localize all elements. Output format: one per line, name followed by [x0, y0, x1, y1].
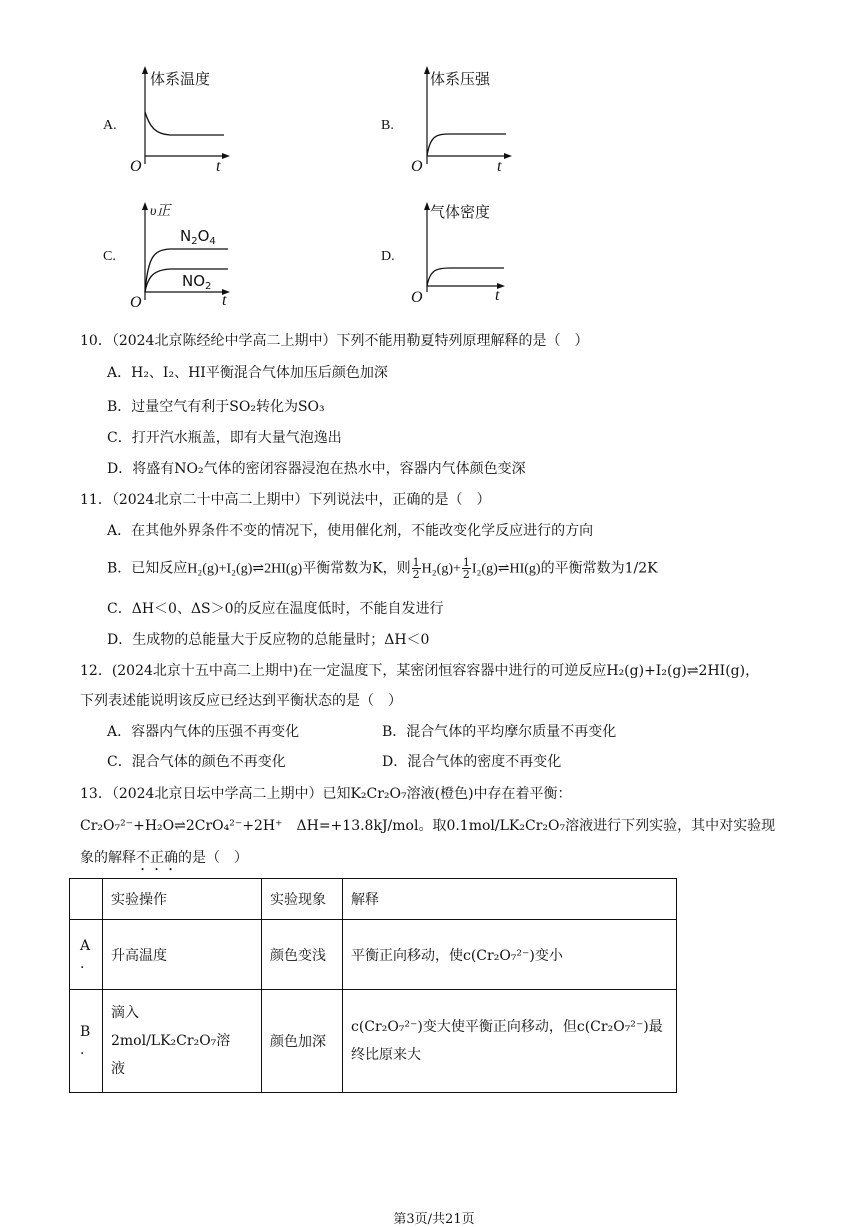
graph-b-letter: B. — [381, 118, 394, 133]
graph-c-origin: O — [130, 294, 142, 311]
table-row-label: A . — [70, 920, 103, 990]
q11-option-a: A．在其他外界条件不变的情况下，使用催化剂，不能改变化学反应进行的方向 — [107, 523, 594, 539]
graph-a-ylabel: 体系温度 — [150, 70, 211, 88]
q12-option-d: D．混合气体的密度不再变化 — [382, 754, 562, 770]
q12-option-c: C．混合气体的颜色不再变化 — [107, 754, 286, 770]
table-cell-phenomenon: 颜色变浅 — [262, 920, 343, 990]
q11-b-mid: 平衡常数为K，则 — [302, 560, 411, 577]
graph-b-ylabel: 体系压强 — [430, 70, 491, 88]
graph-c-curve-label-n2o4: $N_2O_4$ — [180, 227, 216, 247]
q10-option-d: D．将盛有NO₂气体的密闭容器浸泡在热水中，容器内气体颜色变深 — [107, 461, 526, 477]
q11-b-fraction-1: $\frac{1}{2}$ — [412, 556, 420, 581]
q11-option-d: D．生成物的总能量大于反应物的总能量时；ΔH＜0 — [107, 632, 430, 648]
graph-d-origin: O — [411, 289, 423, 306]
q11-b-prefix: B．已知反应 — [107, 560, 188, 577]
q12-stem-line1: 12．(2024北京十五中高二上期中)在一定温度下，某密闭恒容容器中进行的可逆反应H₂(g)+I₂(g)⇌2HI(g)， — [80, 663, 760, 679]
q11-b-end: 的平衡常数为1/2K — [540, 560, 658, 577]
q11-b-equation-2a: H₂(g)+ — [421, 561, 461, 577]
q11-option-c: C．ΔH＜0、ΔS＞0的反应在温度低时，不能自发进行 — [107, 601, 444, 617]
table-header-cell — [70, 879, 103, 920]
graph-d-ylabel: 气体密度 — [430, 203, 491, 221]
q13-stem-line2: Cr₂O₇²⁻+H₂O⇌2CrO₄²⁻+2H⁺ ΔH=+13.8kJ/mol。取0.1mol/LK₂Cr₂O₇溶液进行下列实验，其中对实验现 — [80, 818, 776, 834]
table-cell-explanation: 平衡正向移动，使c(Cr₂O₇²⁻)变小 — [343, 920, 677, 990]
graph-a-origin: O — [130, 158, 142, 175]
table-header-cell: 实验操作 — [103, 879, 262, 920]
page-number-footer: 第3页/共21页 — [393, 1212, 475, 1227]
q12-option-a: A．容器内气体的压强不再变化 — [107, 724, 300, 740]
graph-d-xlabel: t — [495, 287, 500, 304]
table-cell-operation: 升高温度 — [103, 920, 262, 990]
graph-c-curve-label-no2: $NO_2$ — [182, 272, 212, 292]
graph-a-xlabel: t — [216, 158, 221, 175]
q13-emphasis-not-correct: 不正确 — [136, 850, 178, 866]
table-cell-operation: 滴入 2mol/LK₂Cr₂O₇溶 液 — [103, 990, 262, 1093]
table-header-cell: 实验现象 — [262, 879, 343, 920]
graph-b-xlabel: t — [497, 158, 502, 175]
table-row-label: B . — [70, 990, 103, 1093]
q10-stem: 10．（2024北京陈经纶中学高二上期中）下列不能用勒夏特列原理解释的是（ ） — [80, 333, 589, 349]
q13-stem-line3: 象的解释不正确的是（ ） — [80, 850, 248, 866]
q11-stem: 11．（2024北京二十中高二上期中）下列说法中，正确的是（ ） — [80, 492, 491, 508]
table-header-row — [70, 879, 677, 920]
q11-b-equation-2b: I₂(g)⇌HI(g) — [471, 561, 541, 577]
table-cell-explanation: c(Cr₂O₇²⁻)变大使平衡正向移动，但c(Cr₂O₇²⁻)最 终比原来大 — [343, 990, 677, 1093]
q10-option-b: B．过量空气有利于SO₂转化为SO₃ — [107, 399, 325, 415]
q13-table — [69, 878, 677, 1093]
table-cell-phenomenon: 颜色加深 — [262, 990, 343, 1093]
q13-stem-line1: 13．（2024北京日坛中学高二上期中）已知K₂Cr₂O₇溶液(橙色)中存在着平衡： — [80, 786, 572, 802]
table-row — [70, 920, 677, 990]
graph-c-ylabel: υ正 — [150, 204, 171, 219]
graph-c-xlabel: t — [222, 292, 227, 309]
q12-option-b: B．混合气体的平均摩尔质量不再变化 — [382, 724, 617, 740]
graph-d-letter: D. — [381, 249, 395, 264]
q11-b-fraction-2: $\frac{1}{2}$ — [462, 556, 470, 581]
q10-option-c: C．打开汽水瓶盖，即有大量气泡逸出 — [107, 430, 342, 446]
q11-option-b — [107, 557, 658, 580]
graph-c-letter: C. — [103, 249, 116, 264]
q12-stem-line2: 下列表述能说明该反应已经达到平衡状态的是（ ） — [80, 693, 402, 709]
q10-option-a: A．H₂、I₂、HI平衡混合气体加压后颜色加深 — [107, 365, 388, 381]
table-header-cell: 解释 — [343, 879, 677, 920]
table-row — [70, 990, 677, 1093]
graph-b-origin: O — [411, 158, 423, 175]
graph-a-letter: A. — [103, 118, 117, 133]
q11-b-equation-1: H₂(g)+I₂(g)⇌2HI(g) — [187, 561, 303, 577]
